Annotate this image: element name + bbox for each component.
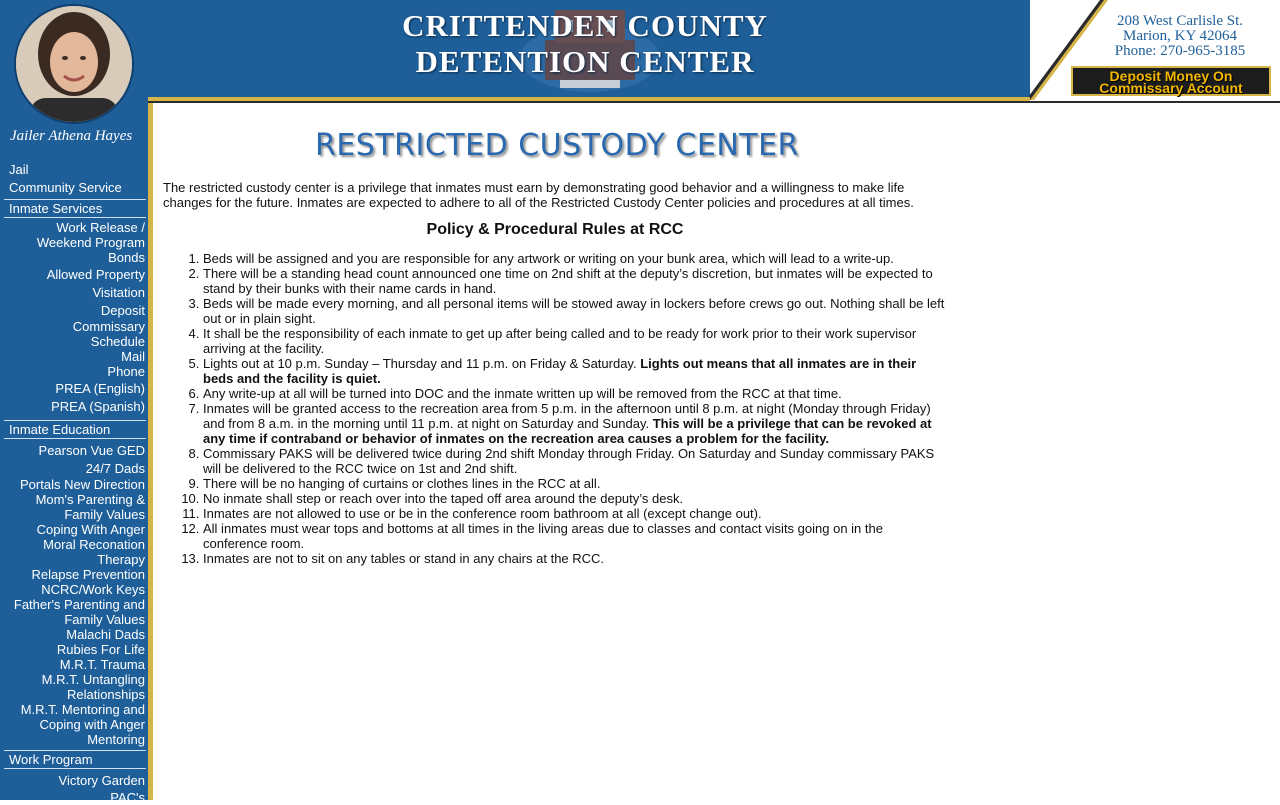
nav-coping-with-anger[interactable]: Coping With Anger bbox=[36, 522, 145, 537]
site-title-line2: DETENTION CENTER bbox=[415, 44, 755, 79]
nav-moms-parenting-family-values[interactable]: Family Values bbox=[64, 507, 145, 522]
nav-victory-garden[interactable]: Victory Garden bbox=[58, 773, 145, 788]
intro-paragraph: The restricted custody center is a privilege that inmates must earn by demonstrating good behavior and a willingness to make life changes for the future. Inmates are expected to adhere to all of the Restricted Custody Center policies and procedures at all times. bbox=[163, 180, 914, 210]
rule-item: 12. All inmates must wear tops and bottoms at all times in the living areas due to classes and contact visits going on in the conference room. bbox=[203, 521, 947, 551]
rule-item: 13. Inmates are not to sit on any tables or stand in any chairs at the RCC. bbox=[203, 551, 947, 566]
phone-number: Phone: 270-965-3185 bbox=[1114, 43, 1246, 59]
rule-item: 11. Inmates are not allowed to use or be in the conference room bathroom at all (except change out). bbox=[203, 506, 947, 521]
nav-section-inmate-education[interactable]: Inmate Education bbox=[4, 420, 146, 439]
rule-item: 3. Beds will be made every morning, and all personal items will be stowed away in lockers before crews go out. Nothing shall be left out or in plain sight. bbox=[203, 296, 947, 326]
nav-deposit[interactable]: Deposit bbox=[100, 303, 145, 318]
jailer-photo-image bbox=[16, 6, 132, 122]
nav-malachi-dads[interactable]: Malachi Dads bbox=[66, 627, 145, 642]
nav-mrt-untangling[interactable]: M.R.T. Untangling bbox=[41, 672, 145, 687]
content-top-shadow bbox=[148, 101, 1280, 103]
nav-bonds[interactable]: Bonds bbox=[108, 250, 145, 265]
rule-item: 10. No inmate shall step or reach over into the taped off area around the deputy’s desk. bbox=[203, 491, 947, 506]
nav-rubies-for-life[interactable]: Rubies For Life bbox=[56, 642, 145, 657]
nav-fathers-parenting[interactable]: Father's Parenting and bbox=[13, 597, 145, 612]
nav-portals-new-direction[interactable]: Portals New Direction bbox=[20, 477, 145, 492]
nav-moral-reconation-therapy[interactable]: Therapy bbox=[97, 552, 145, 567]
rule-item: 8. Commissary PAKS will be delivered twice during 2nd shift Monday through Friday. On Saturday and Sunday commissary PAKS will be delivered to the RCC twice on 1st and 2nd shift. bbox=[203, 446, 947, 476]
nav-fathers-parenting-family-values[interactable]: Family Values bbox=[64, 612, 145, 627]
nav-mrt-untangling-relationships[interactable]: Relationships bbox=[66, 687, 145, 702]
nav-mail[interactable]: Mail bbox=[121, 349, 145, 364]
nav-prea-spanish[interactable]: PREA (Spanish) bbox=[51, 399, 145, 414]
nav-moral-reconation[interactable]: Moral Reconation bbox=[43, 537, 145, 552]
rule-item: 4. It shall be the responsibility of each inmate to get up after being called and to be ready for work prior to their work supervisor arriving at the facility. bbox=[203, 326, 947, 356]
deposit-button-line2: Commissary Account bbox=[1099, 80, 1243, 96]
nav-ncrc-work-keys[interactable]: NCRC/Work Keys bbox=[41, 582, 145, 597]
rule-item: 2. There will be a standing head count announced one time on 2nd shift at the deputy’s discretion, but inmates will be expected to stand by their bunks with their name cards in hand. bbox=[203, 266, 947, 296]
nav-section-work-program[interactable]: Work Program bbox=[4, 750, 146, 769]
nav-work-release[interactable]: Work Release / bbox=[56, 220, 145, 235]
jailer-photo bbox=[14, 4, 134, 124]
address-city: Marion, KY 42064 bbox=[1122, 28, 1238, 44]
nav-pacs[interactable]: PAC's bbox=[110, 790, 145, 805]
nav-moms-parenting[interactable]: Mom's Parenting & bbox=[35, 492, 145, 507]
sidebar-border bbox=[148, 97, 153, 800]
nav-weekend-program[interactable]: Weekend Program bbox=[36, 235, 145, 250]
nav-prea-english[interactable]: PREA (English) bbox=[55, 381, 145, 396]
nav-247-dads[interactable]: 24/7 Dads bbox=[85, 461, 145, 476]
nav-section-inmate-services[interactable]: Inmate Services bbox=[4, 199, 146, 218]
nav-phone[interactable]: Phone bbox=[107, 364, 145, 379]
nav-visitation[interactable]: Visitation bbox=[92, 285, 145, 300]
deposit-button-line1: Deposit Money On bbox=[1109, 68, 1233, 84]
rule-item: 1. Beds will be assigned and you are responsible for any artwork or writing on your bunk area, which will lead to a write-up. bbox=[203, 251, 947, 266]
nav-mrt-mentoring[interactable]: M.R.T. Mentoring and bbox=[20, 702, 145, 717]
rule-item: 7. Inmates will be granted access to the recreation area from 5 p.m. in the afternoon until 8 p.m. at night (Monday through Friday) and from 8 a.m. in the morning until 11 p.m. at night on Saturday and Sunday. This will be a privilege that can be revoked at any time if contraband or behavior of inmates on the recreation area causes a problem for the facility. bbox=[203, 401, 947, 446]
nav-mrt-trauma[interactable]: M.R.T. Trauma bbox=[59, 657, 145, 672]
rules-heading: Policy & Procedural Rules at RCC bbox=[426, 221, 684, 238]
site-title-line1: CRITTENDEN COUNTY bbox=[402, 8, 768, 43]
nav-allowed-property[interactable]: Allowed Property bbox=[46, 267, 145, 282]
nav-pearson-vue-ged[interactable]: Pearson Vue GED bbox=[38, 443, 145, 458]
nav-relapse-prevention[interactable]: Relapse Prevention bbox=[31, 567, 145, 582]
nav-community-service[interactable]: Community Service bbox=[9, 180, 122, 195]
nav-mrt-mentoring-coping[interactable]: Coping with Anger bbox=[39, 717, 145, 732]
nav-schedule[interactable]: Schedule bbox=[90, 334, 145, 349]
nav-mrt-mentoring-mentoring[interactable]: Mentoring bbox=[87, 732, 145, 747]
page-title: RESTRICTED CUSTODY CENTER bbox=[315, 128, 799, 163]
deposit-money-button[interactable] bbox=[1071, 66, 1271, 96]
jailer-name: Jailer Athena Hayes bbox=[10, 128, 133, 144]
rule-item: 9. There will be no hanging of curtains or clothes lines in the RCC at all. bbox=[203, 476, 947, 491]
nav-commissary[interactable]: Commissary bbox=[72, 319, 145, 334]
rules-list bbox=[163, 251, 947, 566]
nav-jail[interactable]: Jail bbox=[9, 162, 29, 177]
rule-item: 6. Any write-up at all will be turned into DOC and the inmate written up will be removed from the RCC at that time. bbox=[203, 386, 947, 401]
rule-item: 5. Lights out at 10 p.m. Sunday – Thursday and 11 p.m. on Friday & Saturday. Lights out means that all inmates are in their beds and the facility is quiet. bbox=[203, 356, 947, 386]
address-street: 208 West Carlisle St. bbox=[1116, 13, 1243, 29]
